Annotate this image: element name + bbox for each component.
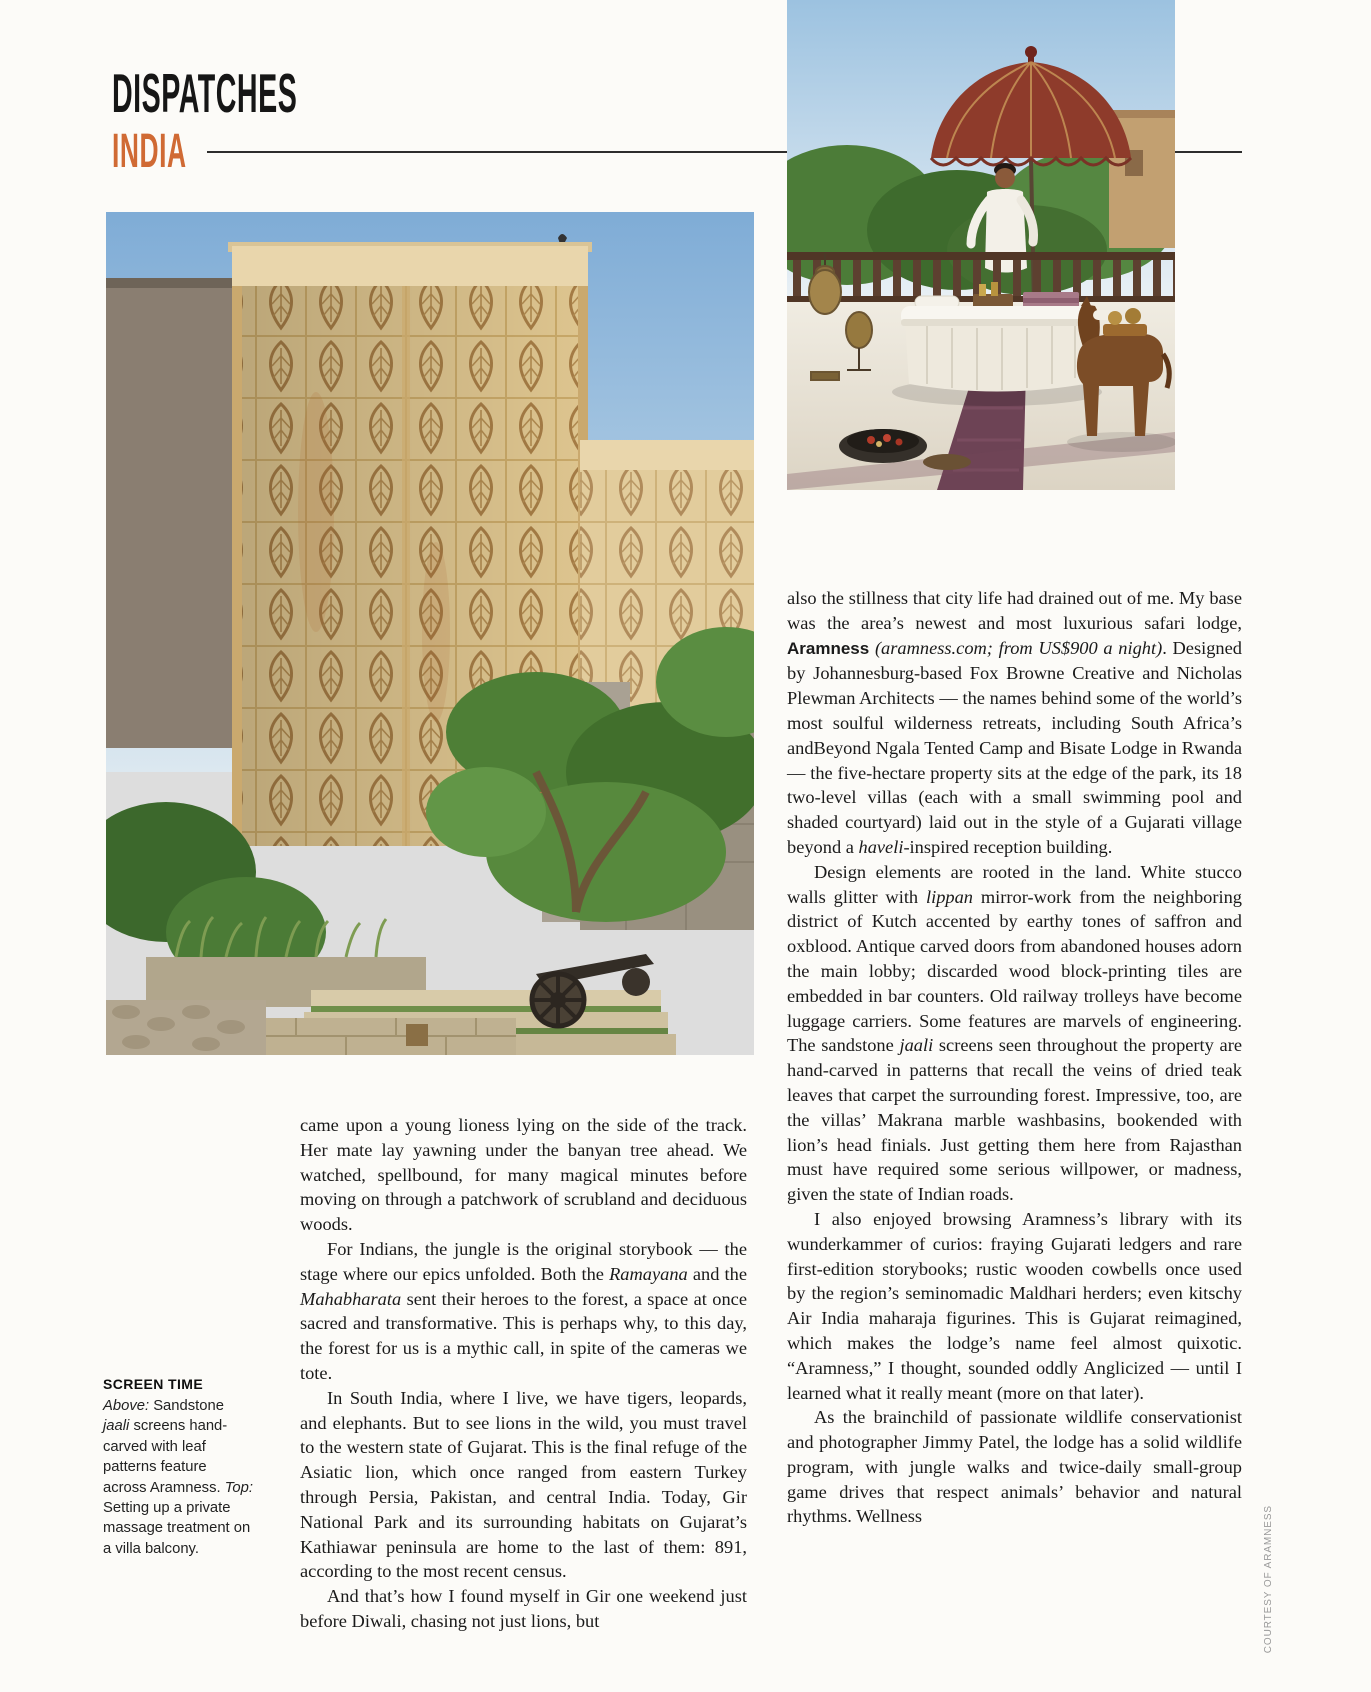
caption-heading: SCREEN TIME <box>103 1376 204 1392</box>
text-segment: also the stillness that city life had drained out of me. My base was the area’s newest and most luxurious safari lodge, <box>787 588 1242 633</box>
massage-photo-art <box>787 0 1175 490</box>
text-segment: In South India, where I live, we have tigers, leopards, and elephants. But to see lions in the wild, you must travel to the western state of Gujarat. This is the final refuge of the Asiatic lion, which once ranged from eastern Turkey through Persia, Pakistan, and central India. Today, Gir National Park and its surrounding habitats on Gujarat’s Kathiawar peninsula are home to the last of them: 891, according to the most recent census. <box>300 1387 747 1582</box>
text-segment: As the brainchild of passionate wildlife conservationist and photographer Jimmy Patel, the lodge has a solid wildlife program, with jungle walks and twice-daily small-group game drives that respect animals’ behavior and natural rhythms. Wellness <box>787 1407 1242 1527</box>
text-segment: screens hand-carved with leaf patterns feature across Aramness. <box>103 1418 228 1496</box>
text-segment: Ramayana <box>609 1263 688 1284</box>
text-segment: (aramness.com; from US$900 a night) <box>874 637 1163 658</box>
text-segment: jaali <box>899 1035 934 1056</box>
body-paragraph <box>787 1405 1242 1529</box>
massage-table <box>892 282 1102 406</box>
article-right-column <box>787 586 1242 1529</box>
retaining-wall <box>256 1018 516 1055</box>
text-segment: I also enjoyed browsing Aramness’s library with its wunderkammer of curios: fraying Gujarati ledgers and rare first-edition storybooks; rustic wooden cowbells once used by the region’s seminomadic Maldhari herders; even kitschy Air India maharaja figurines. This is Gujarat reimagined, which makes the lodge’s name feel almost quixotic. “Aramness,” I thought, sounded oddly Anglicized — until I learned what it really meant (more on that later). <box>787 1208 1242 1403</box>
body-paragraph <box>300 1584 747 1634</box>
text-segment: Sandstone <box>149 1398 224 1414</box>
body-paragraph <box>787 586 1242 860</box>
section-title: DISPATCHES <box>112 62 298 124</box>
text-segment: and the <box>687 1263 747 1284</box>
cobblestones <box>106 1000 266 1055</box>
facade-photo-art <box>106 212 754 1055</box>
text-segment: Design elements are rooted in the land. White stucco walls glitter with <box>787 861 1242 907</box>
text-segment: For Indians, the jungle is the original storybook — the stage where our epics unfolded. Both the <box>300 1238 747 1284</box>
text-segment: screens seen throughout the property are hand-carved in patterns that recall the veins of dried teak leaves that carpet the surrounding forest. Impressive, too, are the villas’ Makrana marble washbasins, bookended with lion’s head finials. Just getting them here from Rajasthan must have required some serious willpower, or madness, given the state of Indian roads. <box>787 1035 1242 1205</box>
text-segment: Top: <box>224 1479 253 1496</box>
body-paragraph <box>300 1386 747 1584</box>
text-segment: Mahabharata <box>300 1288 402 1309</box>
body-paragraph <box>787 860 1242 1207</box>
side-wall <box>106 278 254 748</box>
photo-credit: COURTESY OF ARAMNESS <box>1263 1505 1274 1654</box>
text-segment: Aramness <box>787 638 870 658</box>
text-segment: Setting up a private massage treatment on a villa balcony. <box>103 1500 251 1557</box>
text-segment: jaali <box>103 1418 130 1435</box>
text-segment: mirror-work from the neighboring district of Kutch accented by earthy tones of saffron and oxblood. Antique carved doors from abandoned houses adorn the main lobby; discarded wood block-printing tiles are embedded in bar counters. Old railway trolleys have become luggage carriers. Some features are marvels of engineering. The sandstone <box>787 886 1243 1056</box>
text-segment: Above: <box>103 1398 150 1414</box>
text-segment: haveli <box>858 836 904 857</box>
body-paragraph <box>300 1237 747 1386</box>
caption-body <box>103 1396 253 1559</box>
text-segment: And that’s how I found myself in Gir one weekend just before Diwali, chasing not just lions, but <box>300 1586 747 1631</box>
text-segment: sent their heroes to the forest, a space at once sacred and transformative. This is perhaps why, to this day, the forest for us is a mythic call, in spite of the cameras we tote. <box>300 1288 747 1383</box>
text-segment: lippan <box>925 886 973 907</box>
article-middle-column <box>300 1113 747 1634</box>
text-segment: -inspired reception building. <box>903 836 1113 857</box>
body-paragraph <box>300 1113 747 1237</box>
text-segment: came upon a young lioness lying on the side of the track. Her mate lay yawning under the banyan tree ahead. We watched, spellbound, for many magical minutes before moving on through a patchwork of scrubland and deciduous woods. <box>300 1115 747 1235</box>
text-segment: . Designed by Johannesburg-based Fox Browne Creative and Nicholas Plewman Architects — the names behind some of the world’s most soulful wilderness retreats, including South Africa’s andBeyond Ngala Tented Camp and Bisate Lodge in Rwanda — the five-hectare property sits at the edge of the park, its 18 two-level villas (each with a small swimming pool and shaded courtyard) laid out in the style of a Gujarati village beyond a <box>787 637 1242 857</box>
body-paragraph <box>787 1207 1242 1405</box>
facade-photo <box>106 212 754 1055</box>
massage-photo <box>787 0 1175 490</box>
photo-caption <box>103 1376 253 1559</box>
masthead <box>112 62 468 178</box>
region-title: INDIA <box>112 125 187 178</box>
